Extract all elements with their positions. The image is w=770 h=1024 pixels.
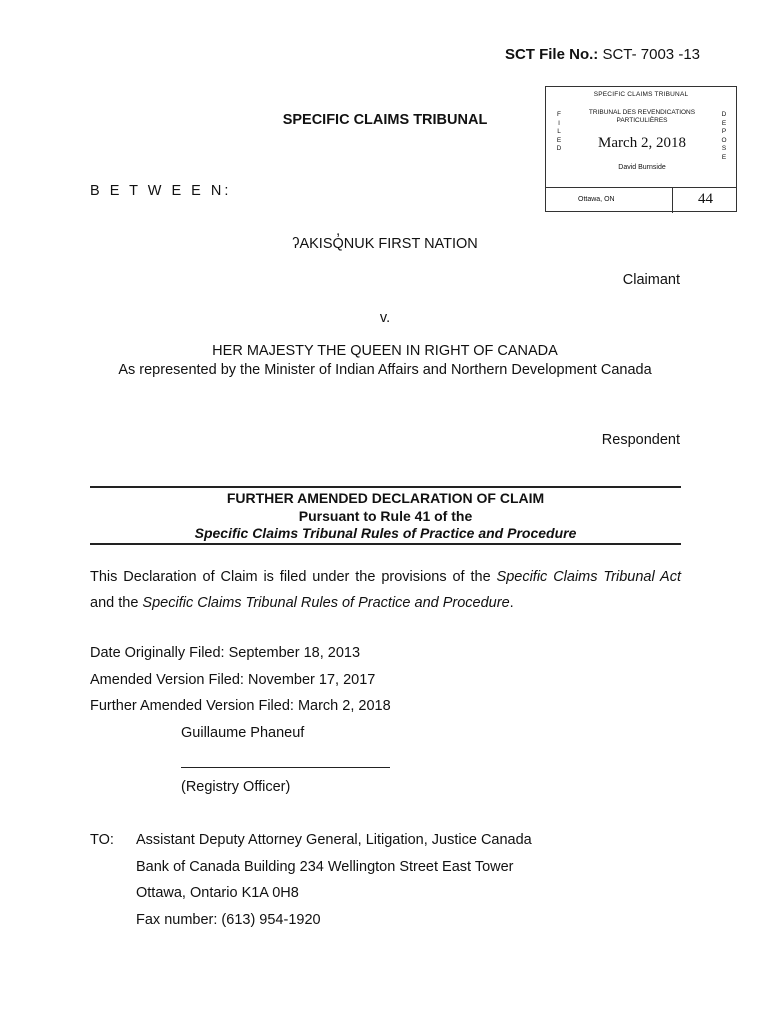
intro-text-2: and the — [90, 595, 143, 611]
stamp-letter: O — [721, 136, 727, 144]
stamp-tribunal-name: SPECIFIC CLAIMS TRIBUNAL — [593, 91, 689, 98]
date-originally-filed: Date Originally Filed: September 18, 2013 — [90, 645, 361, 661]
title-rule-top — [90, 486, 681, 488]
intro-rules-name: Specific Claims Tribunal Rules of Practice and Procedure — [142, 595, 510, 611]
between-label: B E T W E E N: — [90, 183, 232, 199]
document-title-line1: FURTHER AMENDED DECLARATION OF CLAIM — [226, 490, 545, 506]
stamp-letter: E — [721, 153, 727, 161]
recipient-line-3: Ottawa, Ontario K1A 0H8 — [136, 885, 299, 901]
stamp-filed-vertical — [555, 111, 563, 154]
stamp-number: 44 — [698, 191, 713, 207]
intro-act-name: Specific Claims Tribunal Act — [496, 569, 682, 585]
registry-officer-name: Guillaume Phaneuf — [181, 725, 305, 741]
stamp-letter: F — [557, 111, 561, 118]
stamp-letter: S — [721, 145, 727, 152]
claimant-role: Claimant — [622, 272, 680, 288]
recipient-line-1: Assistant Deputy Attorney General, Litigation, Justice Canada — [136, 832, 532, 848]
respondent-subtitle: As represented by the Minister of Indian Affairs and Northern Development Canada — [118, 362, 652, 378]
intro-text-3: . — [509, 595, 514, 611]
document-title-line3: Specific Claims Tribunal Rules of Practice and Procedure — [194, 525, 577, 541]
stamp-depose-vertical — [720, 111, 728, 162]
filing-stamp — [545, 86, 737, 212]
intro-text-1: This Declaration of Claim is filed under the provisions of the — [90, 569, 497, 585]
stamp-date: March 2, 2018 — [598, 135, 686, 151]
stamp-footer — [546, 187, 736, 213]
registry-officer-role: (Registry Officer) — [181, 779, 291, 795]
stamp-letter: L — [557, 128, 561, 135]
date-further-amended-filed: Further Amended Version Filed: March 2, 2018 — [90, 698, 391, 714]
file-number-label: SCT File No.: — [504, 46, 599, 63]
title-rule-bottom — [90, 543, 681, 545]
stamp-number-box — [672, 187, 738, 213]
stamp-letter: E — [721, 119, 727, 127]
stamp-letter: D — [556, 145, 562, 152]
respondent-name: HER MAJESTY THE QUEEN IN RIGHT OF CANADA — [212, 343, 558, 359]
tribunal-title: SPECIFIC CLAIMS TRIBUNAL — [282, 112, 488, 128]
respondent-role: Respondent — [601, 432, 680, 448]
document-title-line2: Pursuant to Rule 41 of the — [298, 507, 473, 524]
stamp-letter: P — [721, 128, 727, 135]
signature-line — [181, 767, 390, 768]
stamp-fr-line1: TRIBUNAL DES REVENDICATIONS — [588, 109, 696, 116]
recipient-fax: Fax number: (613) 954-1920 — [136, 912, 321, 928]
recipient-line-2: Bank of Canada Building 234 Wellington Street East Tower — [136, 859, 514, 875]
intro-paragraph — [90, 564, 681, 616]
stamp-city: Ottawa, ON — [578, 196, 615, 203]
stamp-letter: E — [556, 136, 562, 144]
stamp-tribunal-name-fr — [568, 109, 716, 125]
stamp-letter: I — [558, 119, 560, 127]
sct-file-number — [470, 46, 700, 63]
date-amended-filed: Amended Version Filed: November 17, 2017 — [90, 672, 376, 688]
stamp-fr-line2: PARTICULIÈRES — [616, 117, 668, 124]
claimant-name: ʔAKISQ̓NUK FIRST NATION — [292, 236, 478, 252]
document-title — [90, 490, 681, 543]
stamp-letter: D — [721, 111, 727, 118]
to-label: TO: — [90, 832, 114, 848]
versus-label: v. — [379, 310, 391, 326]
file-number-value: SCT- 7003 -13 — [598, 46, 700, 63]
stamp-signer: David Burnside — [618, 164, 666, 171]
